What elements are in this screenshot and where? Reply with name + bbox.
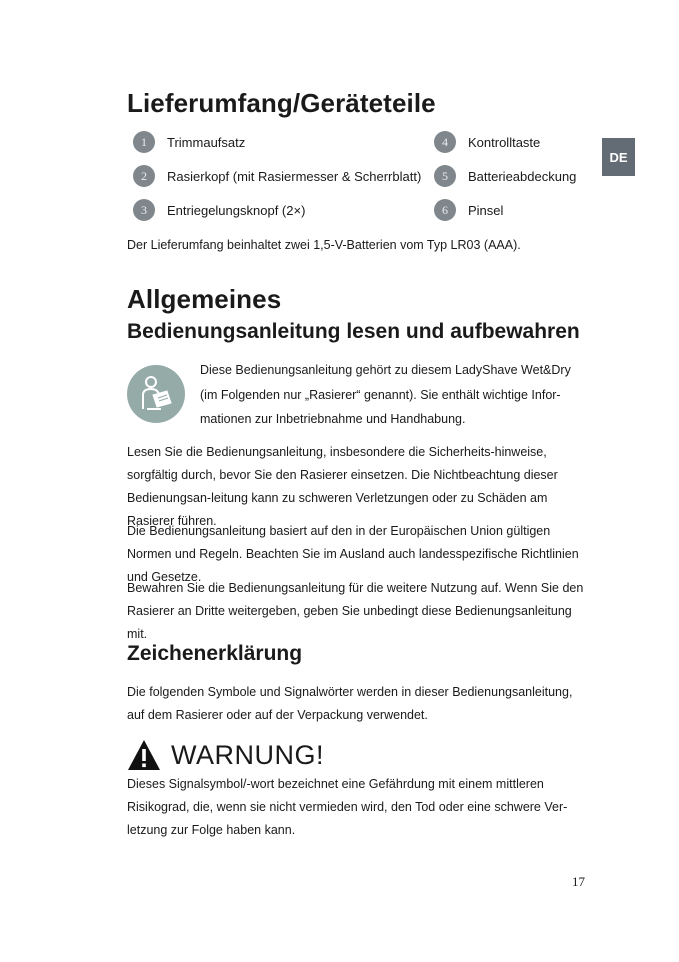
part-item [434, 165, 576, 187]
language-tab: DE [602, 138, 635, 176]
read-manual-icon [127, 365, 185, 423]
part-item [434, 131, 540, 153]
part-label: Trimmaufsatz [167, 134, 246, 150]
paragraph-read: Lesen Sie die Bedienungsanleitung, insbesondere die Sicherheits-hinweise, sorgfältig durch, bevor Sie den Rasierer einsetzen. Die Nichtbeachtung dieser Bedienungsan-leitung kann zu schweren Verletzungen oder zu Schäden am Rasierer führen. [127, 445, 558, 528]
part-number: 4 [434, 131, 456, 153]
part-label: Entriegelungsknopf (2×) [167, 202, 306, 218]
warning-text: Dieses Signalsymbol/-wort bezeichnet eine Gefährdung mit einem mittleren Risikograd, die, wenn sie nicht vermieden wird, den Tod oder eine schwere Ver-letzung zur Folge haben kann. [127, 777, 568, 837]
paragraph-norms: Die Bedienungsanleitung basiert auf den in der Europäischen Union gültigen Normen und Regeln. Beachten Sie im Ausland auch landesspezifische Richtlinien und Gesetze. [127, 524, 579, 584]
read-instructions-heading: Bedienungsanleitung lesen und aufbewahren [127, 320, 580, 343]
part-item [133, 165, 421, 187]
symbols-heading: Zeichenerklärung [127, 642, 303, 665]
part-label: Kontrolltaste [468, 134, 541, 150]
general-heading: Allgemeines [127, 284, 282, 314]
warning-heading [127, 737, 324, 773]
part-number: 5 [434, 165, 456, 187]
warning-title: WARNUNG! [171, 739, 324, 770]
part-item [133, 199, 305, 221]
symbols-intro: Die folgenden Symbole und Signalwörter werden in dieser Bedienungsanleitung, auf dem Rasierer oder auf der Verpackung verwendet. [127, 685, 573, 722]
part-item [434, 199, 503, 221]
page-number: 17 [572, 874, 585, 889]
part-number: 2 [133, 165, 155, 187]
part-label: Rasierkopf (mit Rasiermesser & Scherrblatt) [167, 168, 422, 184]
part-label: Batterieabdeckung [468, 168, 577, 184]
part-label: Pinsel [468, 202, 504, 218]
part-number: 1 [133, 131, 155, 153]
part-item [133, 131, 245, 153]
contents-heading: Lieferumfang/Geräteteile [127, 88, 436, 118]
paragraph-keep: Bewahren Sie die Bedienungsanleitung für die weitere Nutzung auf. Wenn Sie den Rasierer an Dritte weitergeben, geben Sie unbedingt diese Bedienungsanleitung mit. [127, 581, 584, 641]
part-number: 3 [133, 199, 155, 221]
intro-text: Diese Bedienungsanleitung gehört zu diesem LadyShave Wet&Dry (im Folgenden nur „Rasierer“ genannt). Sie enthält wichtige Infor-mationen zur Inbetriebnahme und Handhabung. [200, 363, 571, 426]
warning-triangle-icon [127, 739, 161, 771]
contents-note: Der Lieferumfang beinhaltet zwei 1,5-V-Batterien vom Typ LR03 (AAA). [127, 238, 521, 252]
part-number: 6 [434, 199, 456, 221]
